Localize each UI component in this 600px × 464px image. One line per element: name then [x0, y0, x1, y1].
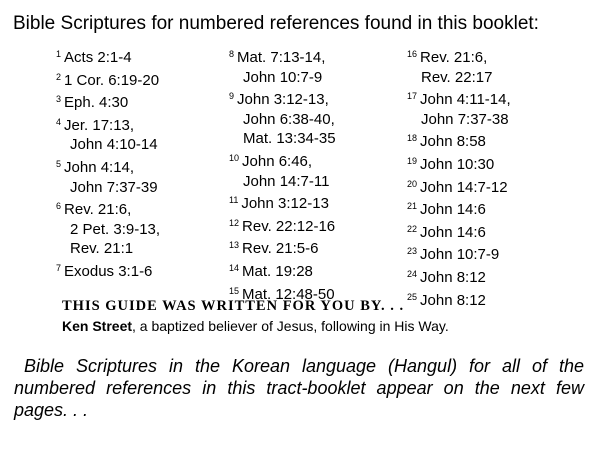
- reference-entry: [56, 45, 160, 68]
- author-description: , a baptized believer of Jesus, following in His Way.: [132, 318, 449, 334]
- reference-number: 17: [407, 91, 418, 102]
- reference-text: 1 Cor. 6:19-20: [64, 71, 160, 89]
- reference-entry: [56, 68, 160, 91]
- reference-entry: [229, 259, 336, 282]
- reference-column-1: [56, 45, 160, 282]
- reference-entry: [407, 87, 511, 110]
- reference-number: 18: [407, 133, 418, 144]
- reference-text: John 10:30: [420, 155, 495, 173]
- reference-entry: [229, 214, 336, 237]
- reference-entry: [407, 152, 511, 175]
- reference-continuation: [229, 110, 336, 130]
- reference-number: 23: [407, 246, 418, 257]
- reference-entry: [229, 45, 336, 68]
- reference-text: John 14:7-11: [243, 172, 330, 190]
- reference-number: 12: [229, 217, 240, 228]
- reference-number: 5: [56, 158, 62, 169]
- reference-number: 10: [229, 152, 240, 163]
- reference-entry: [229, 191, 336, 214]
- reference-entry: [56, 90, 160, 113]
- reference-text: John 10:7-9: [420, 246, 500, 264]
- reference-entry: [407, 265, 511, 288]
- reference-entry: [407, 129, 511, 152]
- reference-text: Rev. 21:1: [70, 240, 134, 258]
- reference-number: 7: [56, 262, 62, 273]
- reference-number: 6: [56, 201, 62, 212]
- reference-column-3: [407, 45, 511, 310]
- reference-continuation: [56, 178, 160, 198]
- reference-number: 2: [56, 71, 62, 82]
- reference-text: Rev. 21:6,: [420, 49, 488, 66]
- reference-entry: [407, 242, 511, 265]
- reference-number: 19: [407, 155, 418, 166]
- reference-text: Mat. 19:28: [242, 262, 313, 280]
- reference-entry: [407, 197, 511, 220]
- reference-text: John 4:10-14: [70, 136, 158, 154]
- reference-text: John 7:37-39: [70, 178, 158, 196]
- reference-text: Mat. 12:48-50: [242, 285, 335, 303]
- reference-column-2: [229, 45, 336, 304]
- reference-text: Rev. 22:12-16: [242, 217, 336, 235]
- reference-text: John 8:58: [420, 133, 486, 151]
- reference-text: John 4:14,: [64, 158, 135, 176]
- reference-continuation: [407, 110, 511, 130]
- reference-text: John 3:12-13,: [237, 91, 329, 109]
- author-line: [62, 318, 449, 335]
- reference-number: 1: [56, 49, 62, 59]
- reference-text: John 8:12: [420, 268, 486, 286]
- reference-entry: [407, 175, 511, 198]
- reference-entry: [407, 220, 511, 243]
- reference-number: 22: [407, 223, 418, 234]
- reference-entry: [56, 259, 160, 282]
- reference-text: Mat. 13:34-35: [243, 130, 336, 148]
- reference-continuation: [229, 129, 336, 149]
- reference-number: 13: [229, 240, 240, 251]
- reference-text: John 6:46,: [242, 152, 313, 170]
- reference-continuation: [56, 239, 160, 259]
- reference-text: John 8:12: [420, 291, 486, 309]
- reference-text: John 14:6: [420, 223, 486, 241]
- author-name: Ken Street: [62, 318, 133, 334]
- reference-entry: [407, 45, 511, 68]
- reference-continuation: [407, 68, 511, 88]
- reference-text: Eph. 4:30: [64, 94, 129, 112]
- reference-number: 16: [407, 49, 418, 59]
- reference-number: 15: [229, 285, 240, 296]
- reference-entry: [56, 113, 160, 136]
- reference-number: 24: [407, 268, 418, 279]
- reference-text: John 4:11-14,: [420, 91, 511, 109]
- reference-entry: [56, 155, 160, 178]
- reference-continuation: [229, 68, 336, 88]
- guide-heading: THIS GUIDE WAS WRITTEN FOR YOU BY. . .: [62, 298, 405, 314]
- reference-entry: [229, 87, 336, 110]
- reference-entry: [56, 197, 160, 220]
- korean-scriptures-note: Bible Scriptures in the Korean language (Hangul) for all of the numbered references in this tract-booklet appear on the next few pages. . .: [14, 356, 584, 420]
- reference-text: John 14:6: [420, 201, 486, 219]
- reference-entry: [229, 149, 336, 172]
- reference-number: 20: [407, 178, 418, 189]
- reference-number: 8: [229, 49, 235, 59]
- reference-number: 4: [56, 116, 62, 127]
- reference-text: John 14:7-12: [420, 178, 508, 196]
- reference-text: Mat. 7:13-14,: [237, 49, 326, 66]
- reference-text: Acts 2:1-4: [64, 49, 132, 66]
- reference-text: John 6:38-40,: [243, 110, 335, 128]
- reference-text: John 7:37-38: [421, 110, 509, 128]
- reference-continuation: [56, 135, 160, 155]
- page-title: Bible Scriptures for numbered references found in this booklet:: [13, 13, 539, 34]
- reference-number: 3: [56, 94, 62, 105]
- reference-text: Rev. 21:5-6: [242, 240, 319, 258]
- reference-number: 21: [407, 201, 418, 212]
- reference-text: Exodus 3:1-6: [64, 262, 153, 280]
- reference-text: John 3:12-13: [241, 195, 329, 213]
- reference-number: 11: [229, 195, 239, 206]
- reference-number: 14: [229, 262, 240, 273]
- reference-number: 9: [229, 91, 235, 102]
- reference-continuation: [56, 220, 160, 240]
- reference-entry: [407, 288, 511, 311]
- reference-text: Jer. 17:13,: [64, 116, 135, 134]
- reference-text: 2 Pet. 3:9-13,: [70, 220, 161, 238]
- reference-entry: [229, 236, 336, 259]
- reference-text: John 10:7-9: [243, 68, 323, 86]
- reference-number: 25: [407, 291, 418, 302]
- reference-continuation: [229, 172, 336, 192]
- reference-text: Rev. 21:6,: [64, 201, 132, 219]
- reference-text: Rev. 22:17: [421, 68, 493, 86]
